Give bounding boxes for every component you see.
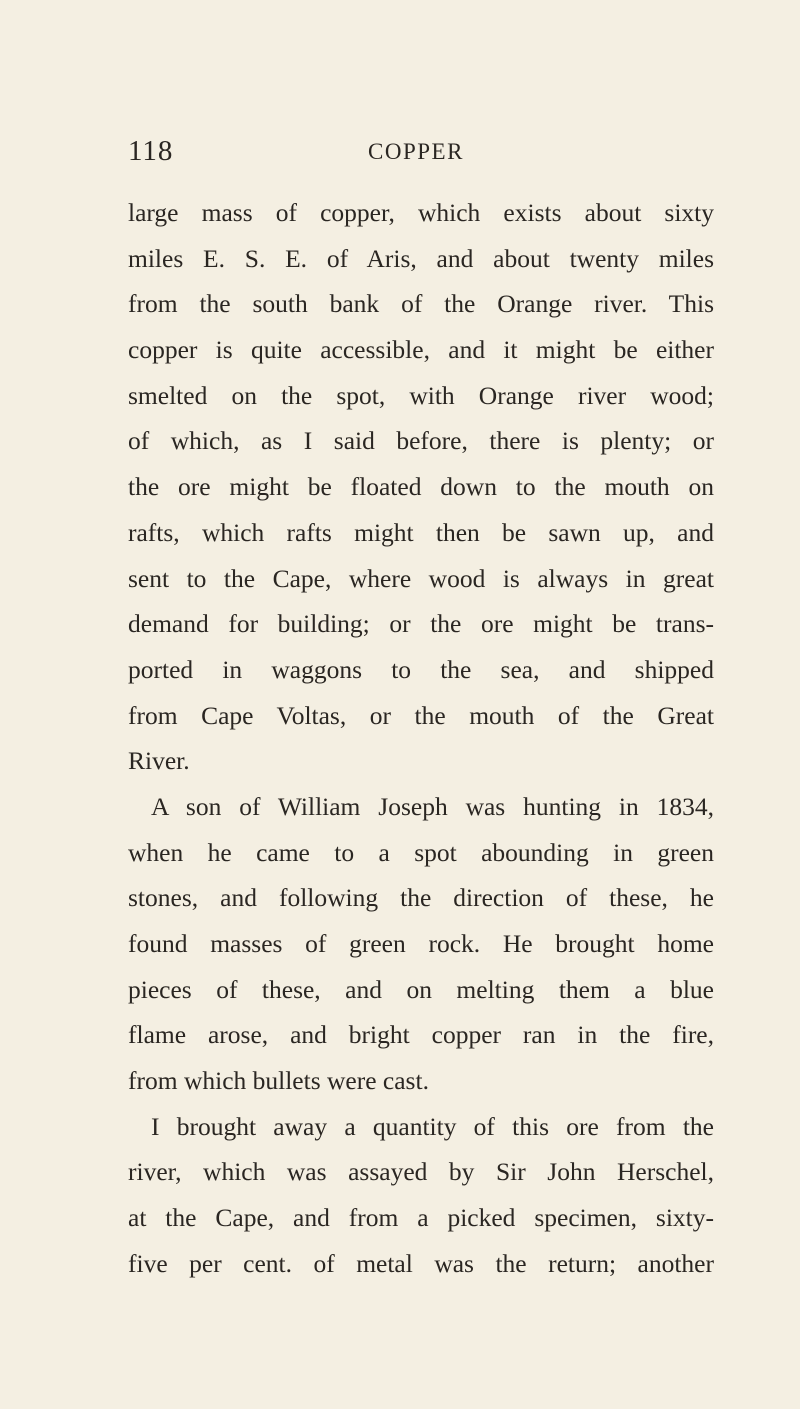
text-line: flame arose, and bright copper ran in the fire, [128,1020,714,1050]
text-line: pieces of these, and on melting them a blue [128,974,714,1004]
text-line: River. [128,746,190,776]
text-line: ported in waggons to the sea, and shipped [128,654,714,684]
page-number: 118 [128,135,174,167]
text-line: river, which was assayed by Sir John Herschel, [128,1157,714,1187]
text-line: large mass of copper, which exists about sixty [128,198,714,227]
text-line: the ore might be floated down to the mouth on [128,472,714,502]
running-head: COPPER [368,139,464,164]
text-line: at the Cape, and from a picked specimen, sixty- [128,1203,714,1233]
text-line: miles E. S. E. of Aris, and about twenty miles [128,243,714,273]
text-line: demand for building; or the ore might be trans- [128,609,714,639]
text-line: of which, as I said before, there is plenty; or [128,426,714,456]
page-header [128,135,714,175]
text-line: I brought away a quantity of this ore from the [151,1111,714,1141]
text-line: stones, and following the direction of these, he [128,883,714,913]
text-line: from the south bank of the Orange river. This [128,289,714,319]
text-line: found masses of green rock. He brought home [128,929,714,958]
text-line: from which bullets were cast. [128,1066,429,1096]
text-line: copper is quite accessible, and it might be either [128,335,714,365]
text-line: A son of William Joseph was hunting in 1834, [151,791,714,821]
text-line: from Cape Voltas, or the mouth of the Great [128,700,714,730]
text-line: rafts, which rafts might then be sawn up, and [128,517,714,547]
text-line: smelted on the spot, with Orange river wood; [128,380,714,410]
text-line: when he came to a spot abounding in green [128,837,714,867]
body-text [128,190,714,1287]
text-line: five per cent. of metal was the return; another [128,1248,714,1278]
text-line: sent to the Cape, where wood is always in great [128,563,714,593]
